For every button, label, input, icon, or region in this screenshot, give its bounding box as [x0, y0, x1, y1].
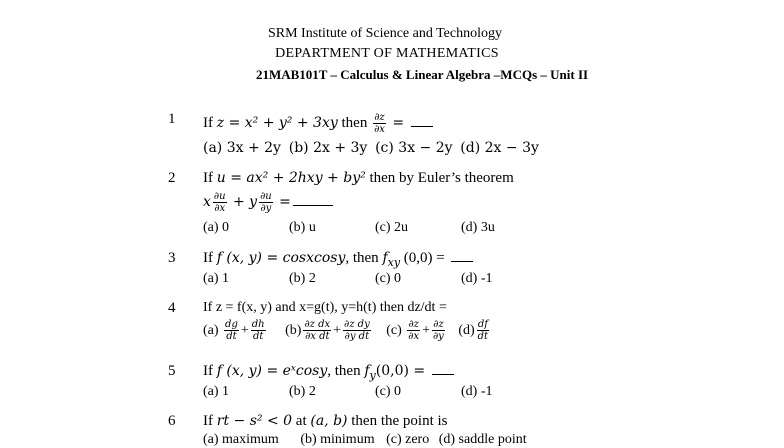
- question-2-expression: x $\frac{\partial u}{\partial x}$ + y $\frac{\partial u}{\partial y}$ =: [203, 191, 333, 214]
- question-5-options: [203, 384, 493, 400]
- question-4-options: [203, 319, 491, 342]
- question-3-number: 3: [168, 250, 176, 266]
- course-title: 21MAB101T – Calculus & Linear Algebra –MCQs – Unit II: [255, 67, 589, 82]
- question-1-option-a: (a) 3x + 2y: [203, 140, 281, 156]
- question-6-stem: If rt − s² < 0 at (a, b) then the point is: [203, 413, 448, 429]
- question-1-stem: If z = x² + y² + 3xy then $\frac{\partial z}{\partial x}$ =: [203, 112, 433, 135]
- question-3-option-d: (d) -1: [461, 271, 493, 286]
- question-6-options: [203, 432, 527, 448]
- question-3-option-a: (a) 1: [203, 271, 230, 286]
- question-5-option-d: (d) -1: [461, 384, 493, 399]
- question-4-option-b: (b) $\frac{\text{∂z dx}}{\text{∂x dt}}$ + $\frac{\text{∂z dy}}{\text{∂y dt}}$: [285, 319, 370, 342]
- question-6-option-d: (d) saddle point: [438, 432, 527, 447]
- question-3-options: [203, 271, 493, 287]
- question-2-option-a: (a) 0: [203, 220, 230, 235]
- question-4-option-a: (a) $\frac{dg}{dt}$ + $\frac{dh}{dt}$: [203, 319, 265, 342]
- question-3-option-c: (c) 0: [375, 271, 402, 286]
- question-5-option-c: (c) 0: [375, 384, 402, 399]
- question-1-fraction: $\frac{\partial z}{\partial x}$: [374, 112, 385, 135]
- question-4-number: 4: [168, 300, 176, 316]
- question-1-option-c: (c) 3x − 2y: [375, 140, 453, 156]
- question-1-option-b: (b) 2x + 3y: [288, 140, 368, 156]
- question-2-number: 2: [168, 170, 176, 186]
- institute-name: SRM Institute of Science and Technology: [267, 26, 502, 41]
- question-4-option-d: (d) $\frac{df}{dt}$: [458, 319, 489, 342]
- question-4-stem: If z = f(x, y) and x=g(t), y=h(t) then dz/dt =: [203, 300, 447, 315]
- question-2-option-c: (c) 2u: [375, 220, 409, 235]
- question-2-option-b: (b) u: [289, 220, 316, 235]
- question-6-option-b: (b) minimum: [300, 432, 375, 447]
- question-5-option-b: (b) 2: [289, 384, 316, 399]
- question-1-number: 1: [168, 111, 176, 127]
- question-5-stem: If f (x, y) = eˣcosy, then $f_y(0,0)$ =: [203, 363, 454, 382]
- question-5-option-a: (a) 1: [203, 384, 230, 399]
- question-2-options: [203, 220, 495, 236]
- question-1-options: [203, 140, 539, 157]
- question-3-stem: If f (x, y) = cosxcosy, then $f_{xy}$ (0,0) =: [203, 250, 473, 269]
- question-3-option-b: (b) 2: [289, 271, 316, 286]
- question-6-option-c: (c) zero: [386, 432, 430, 447]
- question-2-option-d: (d) 3u: [461, 220, 495, 235]
- question-1-option-d: (d) 2x − 3y: [460, 140, 539, 156]
- question-5-number: 5: [168, 363, 176, 379]
- question-6-option-a: (a) maximum: [203, 432, 279, 447]
- department-name: DEPARTMENT OF MATHEMATICS: [275, 46, 499, 61]
- question-4-option-c: (c) $\frac{\partial z}{\partial x}$ + $\frac{\partial z}{\partial y}$: [386, 319, 444, 342]
- question-6-number: 6: [168, 413, 176, 429]
- question-2-stem: If u = ax² + 2hxy + by² then by Euler’s theorem: [203, 170, 514, 186]
